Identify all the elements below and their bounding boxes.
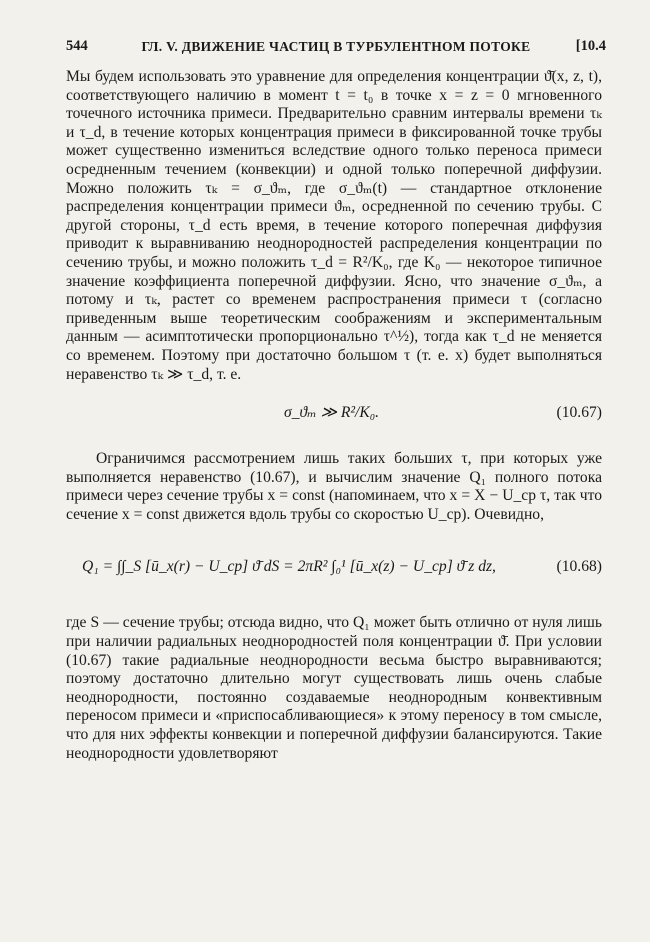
running-header <box>66 38 606 60</box>
section-marker: [10.4 <box>575 38 606 54</box>
equation-number: (10.67) <box>556 404 602 422</box>
running-title: ГЛ. V. ДВИЖЕНИЕ ЧАСТИЦ В ТУРБУЛЕНТНОМ ПОТОКЕ <box>141 39 531 54</box>
equation-formula: σ_ϑₘ ≫ R²/K₀. <box>284 404 380 422</box>
equation-10-67 <box>66 394 602 434</box>
page-body <box>66 68 602 763</box>
paragraph-1: Мы будем использовать это уравнение для определения концентрации ϑ̄(x, z, t), соответствующего наличию в момент t = t₀ в точке x = z = 0 мгновенного точечного источника примеси. Предварительно сравним интервалы времени τₖ и τ_d, в течение которых концентрация примеси в фиксированной точке трубы может существенно измениться вследствие одного только переноса примеси осредненным течением (конвекции) и одной только поперечной диффузии. Можно положить τₖ = σ_ϑₘ, где σ_ϑₘ(t) — стандартное отклонение распределения концентрации примеси ϑₘ, осредненной по сечению трубы. С другой стороны, τ_d есть время, в течение которого поперечная диффузия приводит к выравниванию неоднородностей распределения концентрации по сечению трубы, и можно положить τ_d = R²/K₀, где K₀ — некоторое типичное значение коэффициента поперечной диффузии. Ясно, что значение σ_ϑₘ, а потому и τₖ, растет со временем распространения примеси τ (согласно приведенным выше теоретическим соображениям и экспериментальным данным — асимптотически пропорционально τ^½), тогда как τ_d не меняется со временем. Поэтому при достаточно большом τ (т. е. x) будет выполняться неравенство τₖ ≫ τ_d, т. е. <box>66 68 602 383</box>
equation-number: (10.68) <box>556 558 602 576</box>
page-number: 544 <box>66 38 88 54</box>
equation-formula: Q₁ = ∫∫_S [ū_x(r) − U_cp] ϑ̄ dS = 2πR² ∫₀¹ [ū_x(z) − U_cp] ϑ̄ z dz, <box>82 558 496 576</box>
equation-10-68 <box>66 538 602 600</box>
paragraph-2: Ограничимся рассмотрением лишь таких больших τ, при которых уже выполняется неравенство (10.67), и вычислим значение Q₁ полного потока примеси через сечение трубы x = const (напоминаем, что x = X − U_cp τ, так что сечение x = const движется вдоль трубы со скоростью U_cp). Очевидно, <box>66 450 602 523</box>
paragraph-3: где S — сечение трубы; отсюда видно, что Q₁ может быть отлично от нуля лишь при наличии радиальных неоднородностей поля концентрации ϑ̄. При условии (10.67) такие радиальные неоднородности весьма быстро выравниваются; поэтому достаточно длительно могут существовать лишь очень слабые неоднородности, постоянно создаваемые неоднородным конвективным переносом примеси и «приспосабливающиеся» к этому переносу в том смысле, что для них эффекты конвекции и поперечной диффузии балансируются. Такие неоднородности удовлетворяют <box>66 614 602 762</box>
